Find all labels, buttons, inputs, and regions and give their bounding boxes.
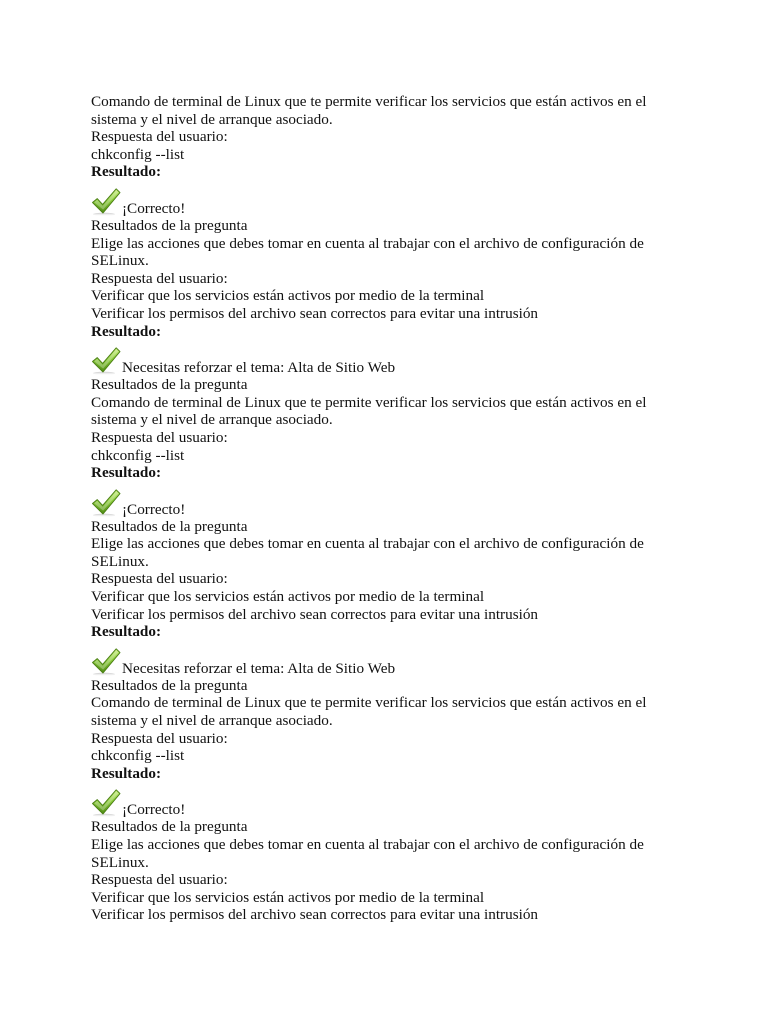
user-answer-label: Respuesta del usuario: <box>91 428 228 446</box>
user-answer-label: Respuesta del usuario: <box>91 269 228 287</box>
question-results-label: Resultados de la pregunta <box>91 376 248 394</box>
user-answer-label: Respuesta del usuario: <box>91 128 228 146</box>
question-block <box>91 836 751 924</box>
question-block <box>91 93 751 235</box>
green-checkmark-icon <box>91 788 121 818</box>
result-row <box>91 484 751 518</box>
question-block <box>91 694 751 836</box>
result-text: Necesitas reforzar el tema: Alta de Sitio Web <box>122 659 396 677</box>
user-answer-line: Verificar que los servicios están activos por medio de la terminal <box>91 888 485 906</box>
user-answer-line: chkconfig --list <box>91 446 185 464</box>
user-answer-line: chkconfig --list <box>91 747 185 765</box>
question-results-label: Resultados de la pregunta <box>91 517 248 535</box>
result-text: Necesitas reforzar el tema: Alta de Sitio Web <box>122 359 396 377</box>
green-checkmark-icon <box>91 187 121 217</box>
result-row <box>91 342 751 376</box>
question-text: Elige las acciones que debes tomar en cuenta al trabajar con el archivo de configuración de SELinux. <box>91 535 644 570</box>
user-answer-line: Verificar los permisos del archivo sean correctos para evitar una intrusión <box>91 906 539 924</box>
question-text: Comando de terminal de Linux que te permite verificar los servicios que están activos en el sistema y el nivel de arranque asociado. <box>91 393 647 429</box>
result-label: Resultado: <box>91 764 162 782</box>
question-results-label: Resultados de la pregunta <box>91 216 248 234</box>
user-answer-line: Verificar que los servicios están activos por medio de la terminal <box>91 588 485 606</box>
question-block <box>91 235 751 394</box>
question-text: Comando de terminal de Linux que te permite verificar los servicios que están activos en el sistema y el nivel de arranque asociado. <box>91 694 647 730</box>
question-results-label: Resultados de la pregunta <box>91 676 248 694</box>
result-row <box>91 643 751 677</box>
user-answer-line: Verificar los permisos del archivo sean correctos para evitar una intrusión <box>91 304 539 322</box>
question-text: Comando de terminal de Linux que te permite verificar los servicios que están activos en el sistema y el nivel de arranque asociado. <box>91 93 647 128</box>
result-row <box>91 784 751 818</box>
user-answer-label: Respuesta del usuario: <box>91 729 228 747</box>
user-answer-line: chkconfig --list <box>91 145 185 163</box>
user-answer-line: Verificar que los servicios están activos por medio de la terminal <box>91 287 485 305</box>
green-checkmark-icon <box>91 346 121 376</box>
user-answer-label: Respuesta del usuario: <box>91 570 228 588</box>
question-text: Elige las acciones que debes tomar en cuenta al trabajar con el archivo de configuración de SELinux. <box>91 836 644 871</box>
result-label: Resultado: <box>91 464 162 482</box>
green-checkmark-icon <box>91 647 121 677</box>
question-text: Elige las acciones que debes tomar en cuenta al trabajar con el archivo de configuración de SELinux. <box>91 234 644 270</box>
question-block <box>91 535 751 694</box>
user-answer-label: Respuesta del usuario: <box>91 871 228 889</box>
question-results-label: Resultados de la pregunta <box>91 818 248 836</box>
result-label: Resultado: <box>91 322 162 340</box>
quiz-results-document <box>91 93 751 924</box>
result-text: ¡Correcto! <box>122 199 186 217</box>
question-block <box>91 394 751 536</box>
user-answer-line: Verificar los permisos del archivo sean correctos para evitar una intrusión <box>91 605 539 623</box>
result-label: Resultado: <box>91 623 162 641</box>
green-checkmark-icon <box>91 488 121 518</box>
result-text: ¡Correcto! <box>122 500 186 518</box>
result-label: Resultado: <box>91 163 162 181</box>
result-row <box>91 183 751 217</box>
result-text: ¡Correcto! <box>122 801 186 819</box>
